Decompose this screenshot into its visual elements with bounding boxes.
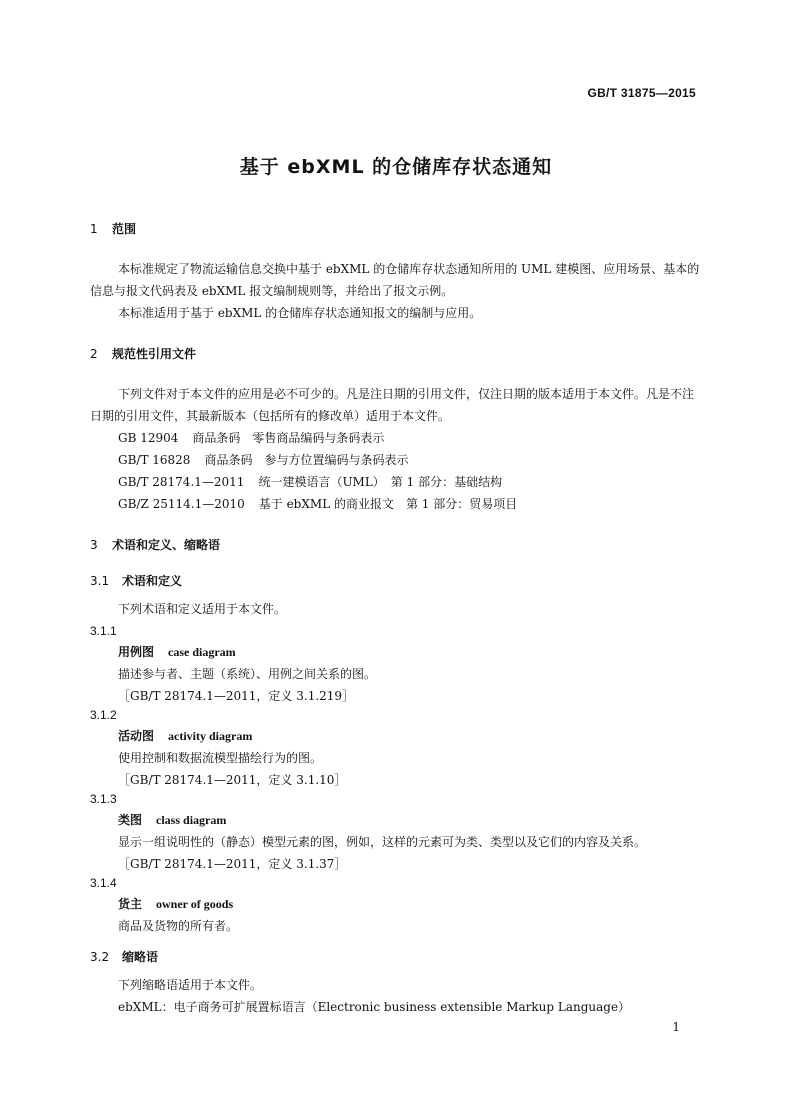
reference-name: 商品条码 零售商品编码与条码表示: [192, 431, 385, 445]
reference-code: GB/T 16828: [118, 453, 191, 467]
section-3-heading: [90, 536, 220, 553]
subsection-title: 术语和定义: [122, 574, 183, 588]
reference-code: GB 12904: [118, 431, 179, 445]
term-entry: [118, 809, 226, 831]
term-number: 3.1.2: [90, 708, 117, 722]
term-number: 3.1.1: [90, 624, 117, 638]
normative-reference: [118, 471, 502, 493]
reference-code: GB/Z 25114.1—2010: [118, 497, 245, 511]
term-entry: [118, 893, 233, 915]
section-title: 术语和定义、缩略语: [112, 538, 221, 552]
term-en: owner of goods: [156, 897, 234, 911]
term-source: ［GB/T 28174.1—2011，定义 3.1.10］: [118, 773, 347, 787]
term-en: activity diagram: [168, 729, 253, 743]
section-number: 3: [90, 538, 98, 552]
subsection-number: 3.1: [90, 574, 110, 588]
standard-code: GB/T 31875—2015: [587, 86, 696, 100]
abbreviation-entry: ebXML：电子商务可扩展置标语言（Electronic business extensible Markup Language）: [118, 1000, 631, 1014]
section-1-heading: [90, 220, 136, 237]
section-number: 2: [90, 347, 98, 361]
term-zh: 货主: [118, 897, 143, 911]
subsection-3-2-heading: [90, 948, 158, 965]
reference-name: 商品条码 参与方位置编码与条码表示: [204, 453, 409, 467]
normative-reference: [118, 449, 408, 471]
section-1-para-1: 本标准规定了物流运输信息交换中基于 ebXML 的仓储库存状态通知所用的 UML 建模图、应用场景、基本的信息与报文代码表及 ebXML 报文编制规则等，并给出了报文示例。: [90, 262, 700, 298]
section-number: 1: [90, 222, 98, 236]
term-definition: 商品及货物的所有者。: [118, 919, 239, 933]
section-2-para-1: 下列文件对于本文件的应用是必不可少的。凡是注日期的引用文件，仅注日期的版本适用于本文件。凡是不注日期的引用文件，其最新版本（包括所有的修改单）适用于本文件。: [90, 387, 695, 423]
term-definition: 使用控制和数据流模型描绘行为的图。: [118, 751, 323, 765]
term-source: ［GB/T 28174.1—2011，定义 3.1.219］: [118, 689, 355, 703]
term-zh: 类图: [118, 813, 143, 827]
normative-reference: [118, 427, 384, 449]
term-en: class diagram: [156, 813, 227, 827]
section-title: 规范性引用文件: [112, 347, 197, 361]
reference-name: 基于 ebXML 的商业报文 第 1 部分：贸易项目: [258, 497, 518, 511]
term-entry: [118, 641, 236, 663]
term-entry: [118, 725, 252, 747]
term-zh: 用例图: [118, 645, 155, 659]
term-definition: 描述参与者、主题（系统）、用例之间关系的图。: [118, 667, 377, 681]
reference-name: 统一建模语言（UML） 第 1 部分：基础结构: [258, 475, 503, 489]
subsection-title: 缩略语: [122, 950, 159, 964]
terms-intro: 下列术语和定义适用于本文件。: [118, 602, 287, 616]
section-2-heading: [90, 345, 196, 362]
term-source: ［GB/T 28174.1—2011，定义 3.1.37］: [118, 857, 347, 871]
page-number: 1: [672, 1020, 680, 1034]
normative-reference: [118, 493, 517, 515]
subsection-3-1-heading: [90, 572, 182, 589]
abbreviations-intro: 下列缩略语适用于本文件。: [118, 978, 263, 992]
subsection-number: 3.2: [90, 950, 110, 964]
document-title: 基于 ebXML 的仓储库存状态通知: [239, 156, 553, 178]
section-1-para-2: 本标准适用于基于 ebXML 的仓储库存状态通知报文的编制与应用。: [118, 306, 482, 320]
term-definition: 显示一组说明性的（静态）模型元素的图，例如，这样的元素可为类、类型以及它们的内容及关系。: [118, 835, 647, 849]
section-title: 范围: [112, 222, 137, 236]
term-zh: 活动图: [118, 729, 155, 743]
term-en: case diagram: [168, 645, 236, 659]
term-number: 3.1.3: [90, 792, 117, 806]
reference-code: GB/T 28174.1—2011: [118, 475, 245, 489]
term-number: 3.1.4: [90, 876, 117, 890]
